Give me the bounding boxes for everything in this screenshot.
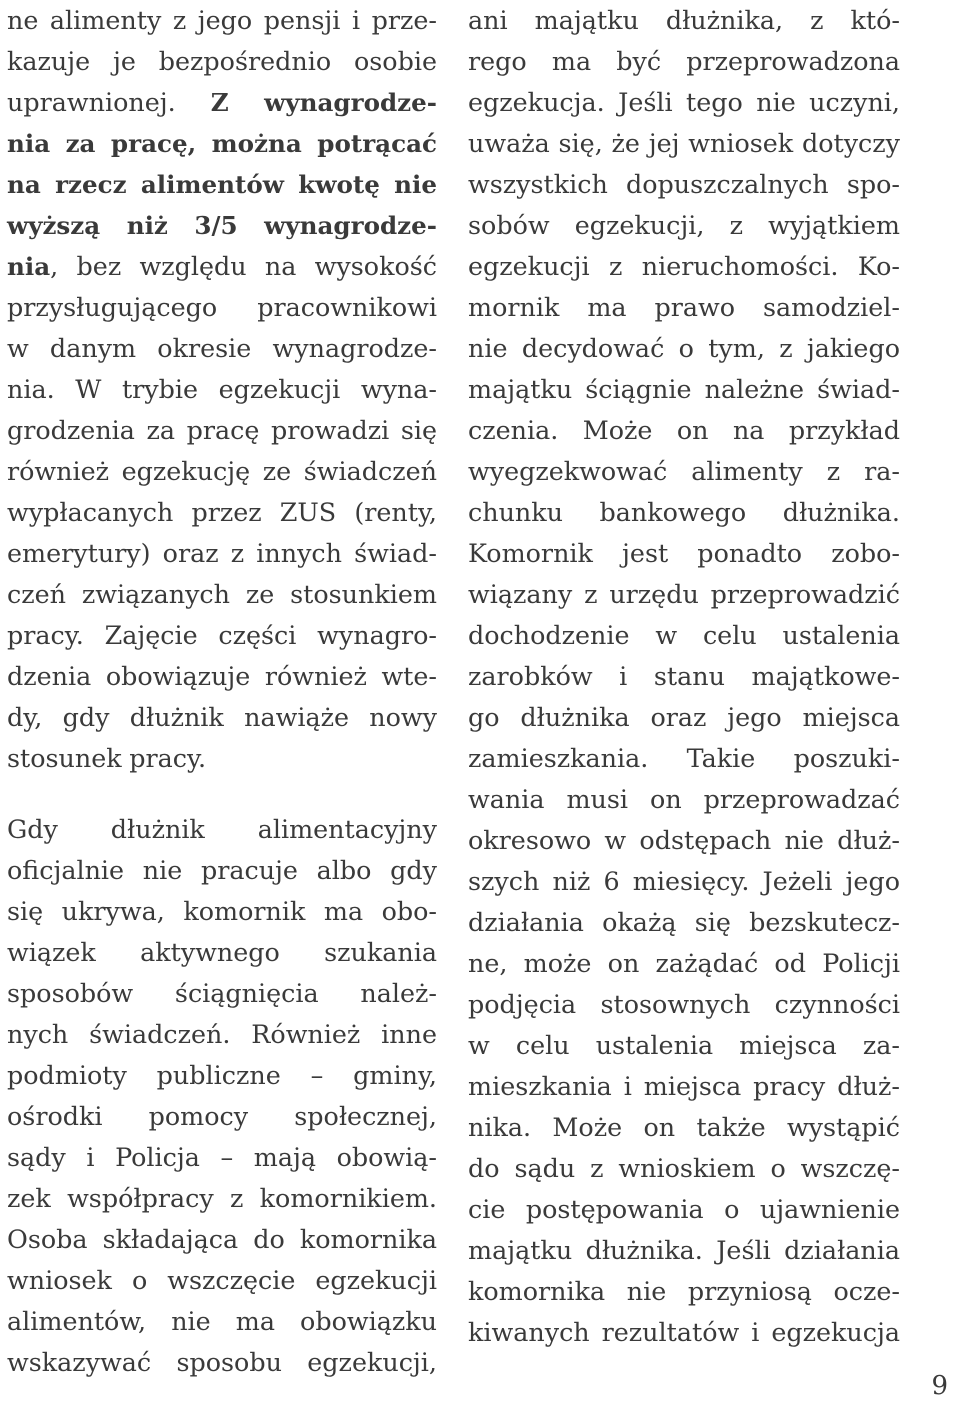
text-segment: szych niż 6 miesięcy. Jeżeli jego <box>468 866 900 896</box>
text-segment: sobów egzekucji, z wyjątkiem <box>468 210 900 240</box>
text-segment: wniosek o wszczęcie egzekucji <box>7 1265 437 1295</box>
bold-text-segment: nia za pracę, można potrącać <box>7 129 437 158</box>
text-segment: majątku ściągnie należne świad- <box>468 374 900 404</box>
text-line <box>7 0 437 41</box>
text-segment: kiwanych rezultatów i egzekucja <box>468 1317 900 1347</box>
bold-text-segment: Z wynagrodze- <box>210 88 437 117</box>
text-line <box>7 973 437 1014</box>
text-line <box>7 1096 437 1137</box>
text-line <box>468 369 900 410</box>
text-segment: ne alimenty z jego pensji i prze- <box>7 5 437 35</box>
text-segment: dy, gdy dłużnik nawiąże nowy <box>7 702 437 732</box>
text-segment: ośrodki pomocy społecznej, <box>7 1101 437 1131</box>
text-segment: chunku bankowego dłużnika. <box>468 497 900 527</box>
text-line <box>7 697 437 738</box>
bold-text-segment: na rzecz alimentów kwotę nie <box>7 170 437 199</box>
text-line <box>7 410 437 451</box>
page-number: 9 <box>931 1371 948 1401</box>
text-line <box>468 697 900 738</box>
text-line <box>468 943 900 984</box>
text-segment: się ukrywa, komornik ma obo- <box>7 896 437 926</box>
text-line <box>468 779 900 820</box>
text-line <box>7 205 437 246</box>
text-line <box>7 1055 437 1096</box>
text-segment: zarobków i stanu majątkowe- <box>468 661 900 691</box>
text-segment: przysługującego pracownikowi <box>7 292 437 322</box>
left-text-column <box>7 0 437 1383</box>
text-line <box>468 615 900 656</box>
text-line <box>468 82 900 123</box>
text-line <box>468 410 900 451</box>
text-segment: w celu ustalenia miejsca za- <box>468 1030 900 1060</box>
text-line <box>468 287 900 328</box>
text-segment: wypłacanych przez ZUS (renty, <box>7 497 437 527</box>
text-segment: dochodzenie w celu ustalenia <box>468 620 900 650</box>
text-segment: okresowo w odstępach nie dłuż- <box>468 825 900 855</box>
text-line <box>7 328 437 369</box>
text-segment: kazuje je bezpośrednio osobie <box>7 46 437 76</box>
text-line <box>7 1301 437 1342</box>
text-line <box>7 1260 437 1301</box>
text-segment: mornik ma prawo samodziel- <box>468 292 900 322</box>
text-line <box>7 451 437 492</box>
text-segment: egzekucji z nieruchomości. Ko- <box>468 251 900 281</box>
text-segment: cie postępowania o ujawnienie <box>468 1194 900 1224</box>
text-segment: czeń związanych ze stosunkiem <box>7 579 437 609</box>
text-line <box>468 164 900 205</box>
text-line <box>468 123 900 164</box>
text-line <box>7 850 437 891</box>
text-segment: nika. Może on także wystąpić <box>468 1112 900 1142</box>
text-segment: egzekucja. Jeśli tego nie uczyni, <box>468 87 900 117</box>
text-line <box>468 902 900 943</box>
text-segment: alimentów, nie ma obowiązku <box>7 1306 437 1336</box>
text-line <box>7 738 437 779</box>
text-line <box>468 205 900 246</box>
text-segment: zamieszkania. Takie poszuki- <box>468 743 900 773</box>
text-line <box>468 41 900 82</box>
text-line <box>7 809 437 850</box>
text-segment: rego ma być przeprowadzona <box>468 46 900 76</box>
text-line <box>468 1271 900 1312</box>
text-line <box>7 1342 437 1383</box>
text-segment: do sądu z wnioskiem o wszczę- <box>468 1153 900 1183</box>
text-line <box>7 891 437 932</box>
text-line <box>468 738 900 779</box>
text-segment: ani majątku dłużnika, z któ- <box>468 5 900 35</box>
text-line <box>7 574 437 615</box>
text-line <box>468 1066 900 1107</box>
text-segment: uważa się, że jej wniosek dotyczy <box>468 128 900 158</box>
text-line <box>7 369 437 410</box>
text-segment: wyegzekwować alimenty z ra- <box>468 456 900 486</box>
text-line <box>468 820 900 861</box>
text-segment: czenia. Może on na przykład <box>468 415 900 445</box>
text-segment: Gdy dłużnik alimentacyjny <box>7 814 437 844</box>
text-segment: mieszkania i miejsca pracy dłuż- <box>468 1071 900 1101</box>
text-line <box>7 656 437 697</box>
text-segment: również egzekucję ze świadczeń <box>7 456 437 486</box>
text-line <box>468 1148 900 1189</box>
text-line <box>468 1107 900 1148</box>
text-segment: wskazywać sposobu egzekucji, <box>7 1347 437 1377</box>
text-line <box>468 492 900 533</box>
text-line <box>7 1219 437 1260</box>
text-segment: uprawnionej. <box>7 87 211 117</box>
text-line <box>7 492 437 533</box>
text-segment: majątku dłużnika. Jeśli działania <box>468 1235 900 1265</box>
text-segment: Osoba składająca do komornika <box>7 1224 437 1254</box>
text-line <box>7 1137 437 1178</box>
text-segment: stosunek pracy. <box>7 743 207 773</box>
text-segment: sposobów ściągnięcia należ- <box>7 978 437 1008</box>
text-segment: pracy. Zajęcie części wynagro- <box>7 620 437 650</box>
text-line <box>468 984 900 1025</box>
right-text-column <box>468 0 900 1353</box>
text-line <box>7 615 437 656</box>
text-line <box>468 1312 900 1353</box>
text-segment: Komornik jest ponadto zobo- <box>468 538 900 568</box>
text-line <box>468 1025 900 1066</box>
text-segment: go dłużnika oraz jego miejsca <box>468 702 900 732</box>
text-line <box>468 656 900 697</box>
text-segment: działania okażą się bezskutecz- <box>468 907 900 937</box>
text-line <box>468 1189 900 1230</box>
text-segment: wania musi on przeprowadzać <box>468 784 900 814</box>
text-line <box>7 1178 437 1219</box>
bold-text-segment: wyższą niż 3/5 wynagrodze- <box>7 211 437 240</box>
text-line <box>468 1230 900 1271</box>
paragraph-gap <box>7 779 437 809</box>
text-segment: wiązek aktywnego szukania <box>7 937 437 967</box>
text-segment: , bez względu na wysokość <box>50 251 437 281</box>
text-line <box>7 82 437 123</box>
text-line <box>468 574 900 615</box>
text-segment: grodzenia za pracę prowadzi się <box>7 415 437 445</box>
text-line <box>7 246 437 287</box>
text-segment: nych świadczeń. Również inne <box>7 1019 437 1049</box>
text-line <box>7 287 437 328</box>
text-line <box>7 1014 437 1055</box>
text-line <box>468 246 900 287</box>
text-line <box>7 123 437 164</box>
text-line <box>468 328 900 369</box>
text-segment: ne, może on zażądać od Policji <box>468 948 900 978</box>
text-segment: komornika nie przyniosą ocze- <box>468 1276 900 1306</box>
text-line <box>7 41 437 82</box>
text-line <box>7 533 437 574</box>
text-segment: dzenia obowiązuje również wte- <box>7 661 437 691</box>
text-segment: sądy i Policja – mają obowią- <box>7 1142 437 1172</box>
text-line <box>7 932 437 973</box>
text-segment: w danym okresie wynagrodze- <box>7 333 437 363</box>
text-segment: nia. W trybie egzekucji wyna- <box>7 374 437 404</box>
text-segment: wszystkich dopuszczalnych spo- <box>468 169 900 199</box>
text-segment: nie decydować o tym, z jakiego <box>468 333 900 363</box>
text-segment: podjęcia stosownych czynności <box>468 989 900 1019</box>
text-line <box>468 0 900 41</box>
text-segment: zek współpracy z komornikiem. <box>7 1183 437 1213</box>
text-line <box>468 451 900 492</box>
text-line <box>468 861 900 902</box>
text-line <box>468 533 900 574</box>
text-segment: emerytury) oraz z innych świad- <box>7 538 437 568</box>
text-segment: oficjalnie nie pracuje albo gdy <box>7 855 437 885</box>
text-line <box>7 164 437 205</box>
text-segment: wiązany z urzędu przeprowadzić <box>468 579 900 609</box>
bold-text-segment: nia <box>7 252 51 281</box>
text-segment: podmioty publiczne – gminy, <box>7 1060 437 1090</box>
